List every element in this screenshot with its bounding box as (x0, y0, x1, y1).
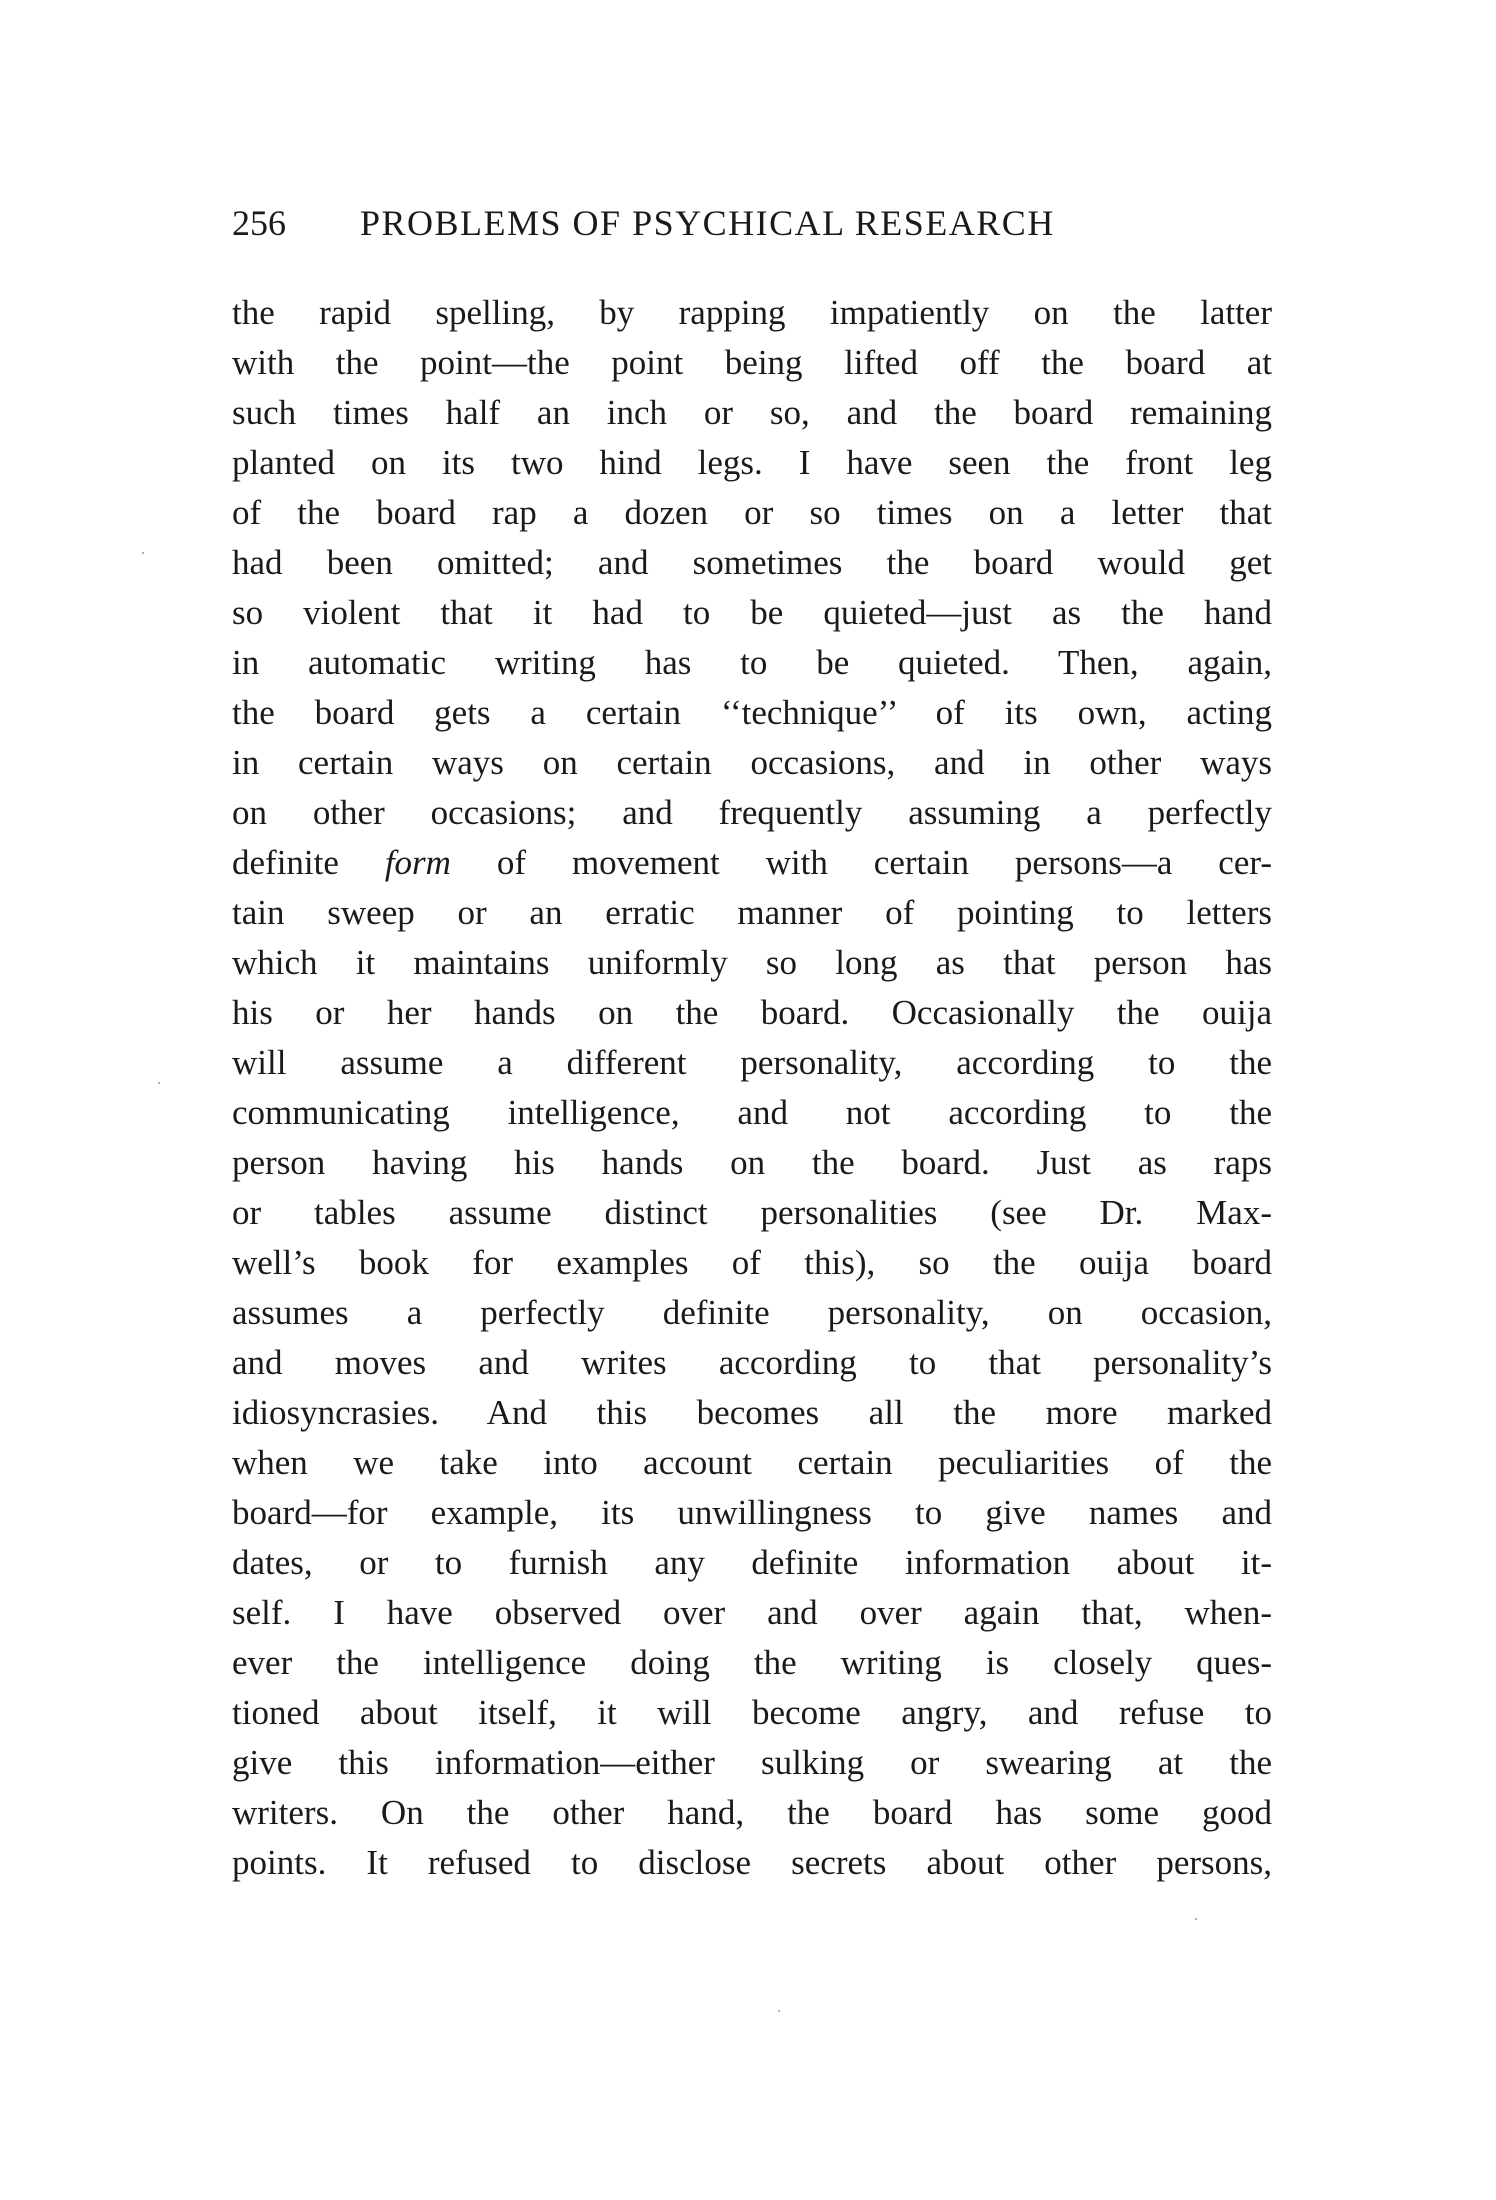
paper-speck (142, 552, 144, 554)
text-line: self. I have observed over and over again that, when- (232, 1593, 1272, 1632)
text-line: person having his hands on the board. Just as raps (232, 1143, 1272, 1182)
paper-speck (1195, 1918, 1197, 1920)
text-line: communicating intelligence, and not according to the (232, 1093, 1272, 1132)
text-line: and moves and writes according to that personality’s (232, 1343, 1272, 1382)
text-segment: of movement with certain persons—a cer- (450, 843, 1272, 882)
text-line: tioned about itself, it will become angry, and refuse to (232, 1693, 1272, 1732)
body-text (232, 288, 1272, 1888)
text-line: had been omitted; and sometimes the board would get (232, 543, 1272, 582)
text-line: well’s book for examples of this), so the ouija board (232, 1243, 1272, 1282)
italic-word: form (384, 843, 451, 882)
running-head: PROBLEMS OF PSYCHICAL RESEARCH (360, 203, 1055, 243)
text-line: ever the intelligence doing the writing is closely ques- (232, 1643, 1272, 1682)
text-line: give this information—either sulking or swearing at the (232, 1743, 1272, 1782)
text-line: will assume a different personality, according to the (232, 1043, 1272, 1082)
text-line: when we take into account certain peculiarities of the (232, 1443, 1272, 1482)
text-line: so violent that it had to be quieted—just as the hand (232, 593, 1272, 632)
text-line: of the board rap a dozen or so times on a letter that (232, 493, 1272, 532)
text-line: the board gets a certain ‘‘technique’’ of its own, acting (232, 693, 1272, 732)
text-line: or tables assume distinct personalities (see Dr. Max- (232, 1193, 1272, 1232)
text-line: on other occasions; and frequently assuming a perfectly (232, 793, 1272, 832)
text-line: his or her hands on the board. Occasionally the ouija (232, 993, 1272, 1032)
page-number: 256 (232, 203, 286, 243)
text-line: writers. On the other hand, the board has some good (232, 1793, 1272, 1832)
text-line: such times half an inch or so, and the board remaining (232, 393, 1272, 432)
text-line: tain sweep or an erratic manner of pointing to letters (232, 893, 1272, 932)
text-segment: definite (232, 843, 385, 882)
text-line: points. It refused to disclose secrets about other persons, (232, 1843, 1272, 1882)
paper-speck (778, 2010, 780, 2012)
text-line: the rapid spelling, by rapping impatiently on the latter (232, 293, 1272, 332)
page-header (232, 197, 1272, 249)
text-line: in certain ways on certain occasions, and in other ways (232, 743, 1272, 782)
text-line (232, 838, 1272, 888)
text-line: board—for example, its unwillingness to give names and (232, 1493, 1272, 1532)
text-line: idiosyncrasies. And this becomes all the more marked (232, 1393, 1272, 1432)
text-line: assumes a perfectly definite personality, on occasion, (232, 1293, 1272, 1332)
paper-speck (158, 1082, 160, 1084)
text-line: in automatic writing has to be quieted. Then, again, (232, 643, 1272, 682)
text-line: with the point—the point being lifted off the board at (232, 343, 1272, 382)
text-line: planted on its two hind legs. I have seen the front leg (232, 443, 1272, 482)
text-line: dates, or to furnish any definite information about it- (232, 1543, 1272, 1582)
text-line: which it maintains uniformly so long as that person has (232, 943, 1272, 982)
